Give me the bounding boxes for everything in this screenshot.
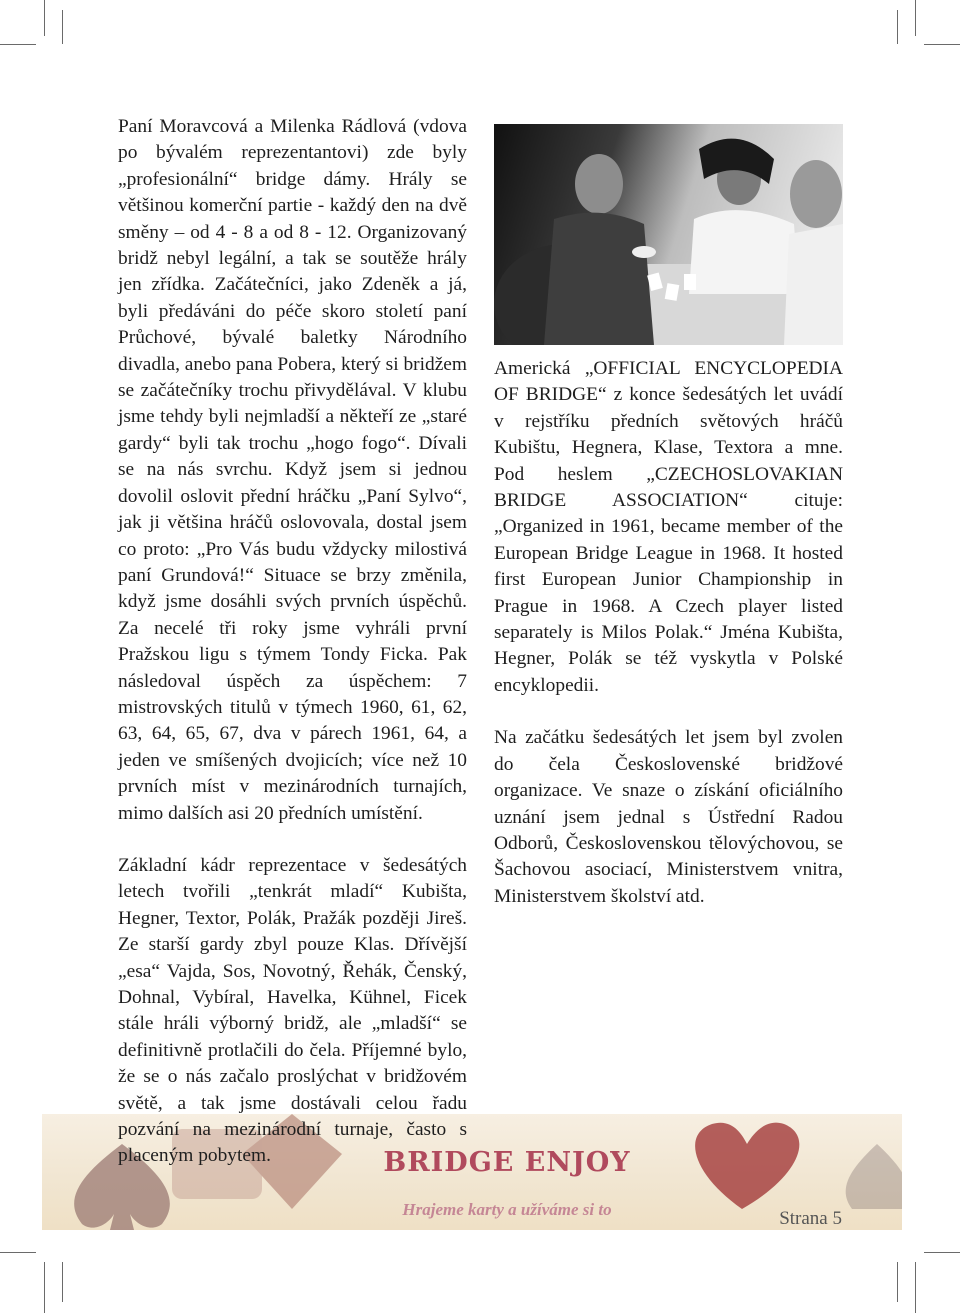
crop-mark (44, 0, 45, 36)
crop-mark (62, 1262, 63, 1302)
paragraph: Paní Moravcová a Milenka Rádlová (vdova po bývalém reprezentantovi) zde byly „profesionální“ bridge dámy. Hrály se většinou komerční partie - každý den na dvě směny – od 4 - 8 a od 8 - 12. Organizovaný bridž nebyl legální, a tak se soutěže hrály jen zřídka. Začátečníci, jako Zdeněk a já, byli předáváni do péče skoro století paní Průchové, bývalé baletky Národního divadla, anebo pana Pobera, který si bridžem se začátečníky trochu přivydělával. V klubu jsme tehdy byli nejmladší a někteří ze „staré gardy“ byli tak trochu „hogo fogo“. Dívali se na nás svrchu. Když jsem si jednou dovolil oslovit přední hráčku „Paní Sylvo“, jak ji většina hráčů oslovovala, dostal jsem co proto: „Pro Vás budu vždycky milostivá paní Grundová!“ Situace se brzy změnila, když jsme dosáhli svých prvních úspěchů. Za necelé tři roky jsme vyhráli první Pražskou ligu s týmem Tondy Ficka. Pak následoval úspěch za úspěchem: 7 mistrovských titulů v týmech 1960, 61, 62, 63, 64, 65, 67, dva v párech 1961, 64, a jeden ve smíšených dvojicích; více než 10 prvních míst v mezinárodních turnajích, mimo dalších asi 20 předních umístění. (118, 116, 467, 824)
right-column (494, 114, 843, 910)
paragraph: Základní kádr reprezentace v šedesátých letech tvořili „tenkrát mladí“ Kubišta, Hegner, Textor, Polák, Pražák později Jireš. Ze starší gardy zbyl pouze Klas. Dřívější „esa“ Vajda, Sos, Novotný, Řehák, Čenský, Dohnal, Vybíral, Havelka, Kühnel, Ficek stále hráli výborný bridž, ale „mladší“ se definitivně protlačili do čela. Příjemné bylo, že se o nás začalo proslýchat v bridžovém světě, a tak jsme dostávali celou řadu pozvání na mezinárodní turnaje, často s placeným pobytem. (118, 854, 467, 1167)
paragraph: Na začátku šedesátých let jsem byl zvolen do čela Československé bridžové organizace. Ve snaze o získání oficiálního uznání jsem jednal s Ústřední Radou Odborů, Československou tělovýchovou, se Šachovou asociací, Ministerstvem vnitra, Ministerstvem školství atd. (494, 727, 843, 907)
crop-mark (0, 1252, 36, 1253)
left-column (118, 114, 467, 1170)
brand-logo: BRIDGE ENJOY (383, 1147, 631, 1178)
paragraph: Americká „OFFICIAL ENCYCLOPEDIA OF BRIDGE“ z konce šedesátých let uvádí v rejstříku předních světových hráčů Kubištu, Hegnera, Klase, Textora a mne. Pod heslem „CZECHOSLOVAKIAN BRIDGE ASSOCIATION“ cituje: „Organized in 1961, became member of the European Bridge League in 1968. It hosted first European Junior Championship in Prague in 1968. A Czech player listed separately is Milos Polak.“ Jména Kubišta, Hegner, Polák se též vyskytla v Polské encyklopedii. (494, 358, 843, 696)
crop-mark (0, 44, 36, 45)
photo-illustration (494, 124, 843, 345)
crop-mark (897, 1262, 898, 1302)
crop-mark (44, 1262, 45, 1313)
heart-suit-icon (695, 1123, 799, 1209)
spade-suit-icon (846, 1144, 902, 1209)
bridge-players-photo (494, 124, 843, 345)
crop-mark (915, 0, 916, 36)
crop-mark (924, 44, 960, 45)
tagline: Hrajeme karty a užíváme si to (402, 1200, 612, 1219)
crop-mark (924, 1252, 960, 1253)
crop-mark (915, 1262, 916, 1313)
page-number: Strana 5 (779, 1208, 842, 1229)
crop-mark (897, 10, 898, 44)
crop-mark (62, 10, 63, 44)
